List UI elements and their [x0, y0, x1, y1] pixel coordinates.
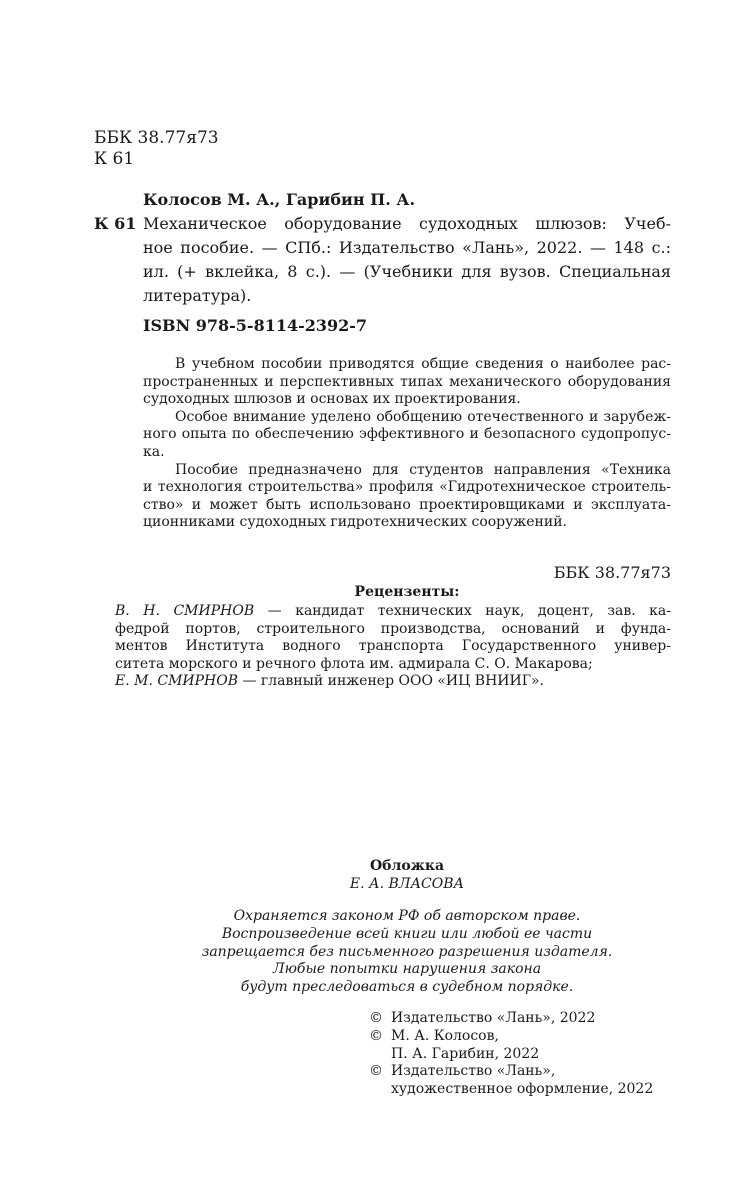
abstract: [143, 356, 671, 532]
description-line: Механическое оборудование судоходных шлюзов: Учеб-: [143, 214, 671, 233]
abstract-line: и технология строительства» профиля «Гидротехническое строитель-: [143, 479, 671, 496]
abstract-line: В учебном пособии приводятся общие сведения о наиболее рас-: [175, 356, 671, 372]
reviewer-line: ментов Института водного транспорта Государственного универ-: [115, 638, 671, 655]
copyright-entry: [369, 1063, 653, 1099]
abstract-paragraph: [143, 462, 671, 532]
notice-line: запрещается без письменного разрешения издателя.: [201, 943, 613, 960]
reviewers-heading: Рецензенты:: [354, 584, 460, 600]
cover-designer: Е. А. ВЛАСОВА: [349, 876, 465, 892]
description-line: ил. (+ вклейка, 8 с.). — (Учебники для вузов. Специальная: [143, 262, 671, 281]
copyright-icon: ©: [369, 1027, 383, 1044]
copyright-line: Издательство «Лань»,: [391, 1063, 556, 1080]
copyright-line: художественное оформление, 2022: [391, 1081, 654, 1098]
bbk-code-right: ББК 38.77я73: [553, 563, 671, 582]
copyright-line: М. А. Колосов,: [391, 1027, 499, 1044]
abstract-line: Пособие предназначено для студентов направления «Техника: [175, 461, 671, 478]
cover-heading: Обложка: [369, 858, 445, 874]
abstract-line: судоходных шлюзов и основах их проектирования.: [143, 391, 521, 408]
abstract-line: пространенных и перспективных типах механического оборудования: [143, 373, 671, 390]
reviewer-line: [115, 673, 671, 691]
abstract-line: ство» и может быть использовано проектировщиками и эксплуата-: [143, 496, 671, 513]
description-line: литература).: [143, 286, 252, 305]
reviewer-name: В. Н. СМИРНОВ: [115, 603, 255, 619]
copyright-notice: [143, 908, 671, 997]
bibliographic-description: [143, 212, 671, 308]
reviewer-title: — главный инженер ООО «ИЦ ВНИИГ».: [238, 673, 544, 690]
notice-line: Охраняется законом РФ об авторском праве.: [233, 908, 581, 924]
reviewer-line: федрой портов, строительного производства, оснований и фунда-: [115, 620, 671, 637]
abstract-line: Особое внимание уделено обобщению отечественного и зарубеж-: [175, 408, 671, 425]
reviewer-title: — кандидат технических наук, доцент, зав. ка-: [254, 603, 672, 619]
notice-line: Воспроизведение всей книги или любой ее части: [221, 925, 593, 942]
reviewers: [115, 603, 671, 691]
reviewer-line: [115, 603, 671, 621]
author-mark: К 61: [94, 149, 135, 169]
author-mark-bold: К 61: [94, 214, 137, 233]
abstract-paragraph: [143, 409, 671, 462]
abstract-line: ного опыта по обеспечению эффективного и безопасного судопропус-: [143, 426, 671, 443]
description-line: ное пособие. — СПб.: Издательство «Лань», 2022. — 148 с.:: [143, 238, 671, 257]
bbk-code-block: [94, 128, 219, 170]
reviewer-name: Е. М. СМИРНОВ: [115, 673, 239, 690]
copyright-line: П. А. Гарибин, 2022: [391, 1045, 540, 1062]
authors: Колосов М. А., Гарибин П. А.: [143, 190, 416, 209]
notice-line: будут преследоваться в судебном порядке.: [240, 979, 574, 996]
abstract-paragraph: [143, 356, 671, 409]
abstract-line: ционниками судоходных гидротехнических сооружений.: [143, 514, 567, 531]
copyright-block: [369, 1010, 653, 1099]
abstract-line: ка.: [143, 443, 165, 460]
copyright-icon: ©: [369, 1010, 383, 1026]
reviewer-line: ситета морского и речного флота им. адмирала С. О. Макарова;: [115, 655, 593, 672]
copyright-entry: [369, 1010, 653, 1028]
copyright-icon: ©: [369, 1063, 383, 1080]
copyright-line: Издательство «Лань», 2022: [391, 1010, 596, 1026]
copyright-entry: [369, 1028, 653, 1064]
bbk-code: ББК 38.77я73: [94, 128, 219, 148]
isbn: ISBN 978-5-8114-2392-7: [143, 316, 368, 335]
notice-line: Любые попытки нарушения закона: [272, 961, 542, 978]
